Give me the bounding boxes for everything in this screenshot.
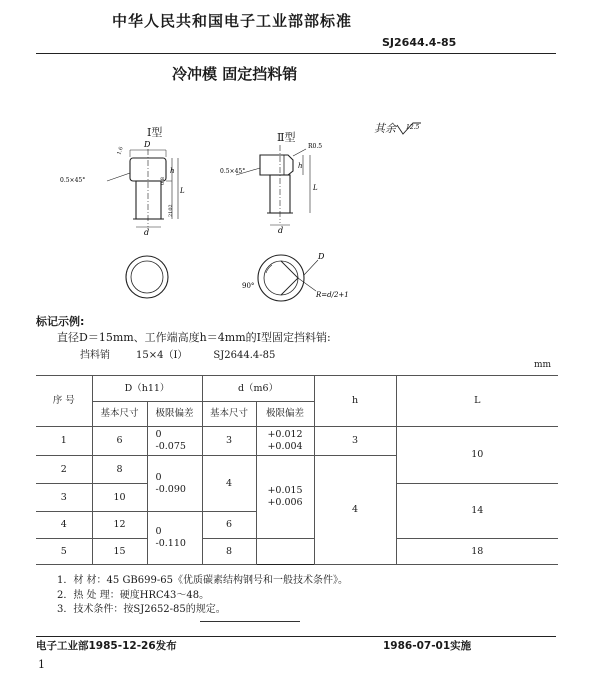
row1-h: 3 [314,427,396,456]
table-row [36,539,558,565]
row1-D-tol: 0 -0.075 [147,427,202,456]
type2-dim-d: d [278,226,284,235]
type2-radius: R=d/2+1 [316,291,349,299]
type1-chamfer: 0.5×45° [60,177,86,184]
L-value-14: 14 [396,484,558,539]
issue-date: 电子工业部1985-12-26发布 [36,640,177,652]
type2-top-dim-D: D [318,252,325,261]
type1-top-view [126,256,168,298]
header-D-limit: 极限偏差 [147,402,202,427]
header-seq: 序 号 [36,376,92,427]
row4-d: 6 [202,512,256,539]
notes-block [57,574,348,618]
header-h: h [314,376,396,427]
marking-example-label: 标记示例: [36,315,85,328]
row23-d: 4 [202,456,256,512]
page-number: 1 [38,658,45,671]
table-row [36,427,558,456]
row2-D: 8 [92,456,147,484]
type1-ra-label: 1.6 [116,146,125,156]
notes-end-rule [200,621,300,622]
type1-shank [136,181,161,219]
document-title: 冷冲模 固定挡料销 [172,65,298,83]
effective-date: 1986-07-01实施 [383,640,472,652]
type2-top-view [258,255,318,301]
h-value-4: 4 [314,456,396,565]
row1-D: 6 [92,427,147,456]
row4-D: 12 [92,512,147,539]
row3-seq: 3 [36,484,92,512]
type2-fillet: R0.5 [308,143,323,150]
row3-D: 10 [92,484,147,512]
row5-seq: 5 [36,539,92,565]
header-D-basic: 基本尺寸 [92,402,147,427]
row2-seq: 2 [36,456,92,484]
roughness-text: 其余 [374,122,396,135]
type1-dim-h: h [170,167,175,175]
type2-chamfer: 0.5×45° [220,168,246,175]
roughness-symbol [396,122,422,136]
type1-dim-d: d [144,228,150,237]
L-value-10: 10 [396,427,558,484]
note-heat-treatment: 2．热 处 理：硬度HRC43～48。 [57,589,210,601]
row45-D-tol: 0 -0.110 [147,512,202,565]
row1-seq: 1 [36,427,92,456]
type2-dim-h: h [298,162,303,170]
type1-label: Ⅰ型 [147,126,163,139]
type1-ra2-label: 0.8 [160,177,166,185]
marking-example-designation [80,346,301,361]
header-d: d（m6） [202,376,314,402]
dimension-table [36,375,558,565]
header-L: L [396,376,558,427]
row1-d: 3 [202,427,256,456]
roughness-value: 12.5 [406,124,420,131]
row4-seq: 4 [36,512,92,539]
row23-D-tol: 0 -0.090 [147,456,202,512]
table-header-row [36,376,558,402]
type2-label: Ⅱ型 [277,131,296,144]
type1-tol-tag: 2102 [168,204,174,217]
type2-head [260,155,293,175]
marking-example-text: 直径D＝15mm、工作端高度h＝4mm的Ⅰ型固定挡料销: [57,331,331,344]
standard-code: SJ2644.4-85 [382,36,457,49]
designation-spec: 15×4（Ⅰ） [136,350,188,361]
type2-dim-L: L [313,184,318,192]
type1-dim-L: L [180,187,185,195]
type2-pin [236,145,310,225]
footer-rule [36,636,556,637]
row5-d: 8 [202,539,256,565]
header-rule [36,53,556,54]
unit-label: mm [534,360,552,370]
L-value-18: 18 [396,539,558,565]
header-d-limit: 极限偏差 [256,402,314,427]
standard-org-title: 中华人民共和国电子工业部部标准 [112,12,353,30]
designation-code: SJ2644.4-85 [213,350,276,361]
row5-D: 15 [92,539,147,565]
type1-dim-D: D [144,140,151,149]
roughness-note [374,120,422,136]
type2-angle: 90° [242,282,255,290]
designation-name: 挡料销 [80,350,110,361]
note-material: 1．材 材：45 GB699-65《优质碳素结构钢号和一般技术条件》。 [57,575,348,586]
technical-drawing [60,135,360,310]
header-d-basic: 基本尺寸 [202,402,256,427]
header-D: D（h11） [92,376,202,402]
note-technical-conditions: 3．技术条件：按SJ2652-85的规定。 [57,604,226,615]
row234-d-tol: +0.015 +0.006 [256,456,314,539]
row5-d-tol-empty [256,539,314,565]
row1-d-tol: +0.012 +0.004 [256,427,314,456]
